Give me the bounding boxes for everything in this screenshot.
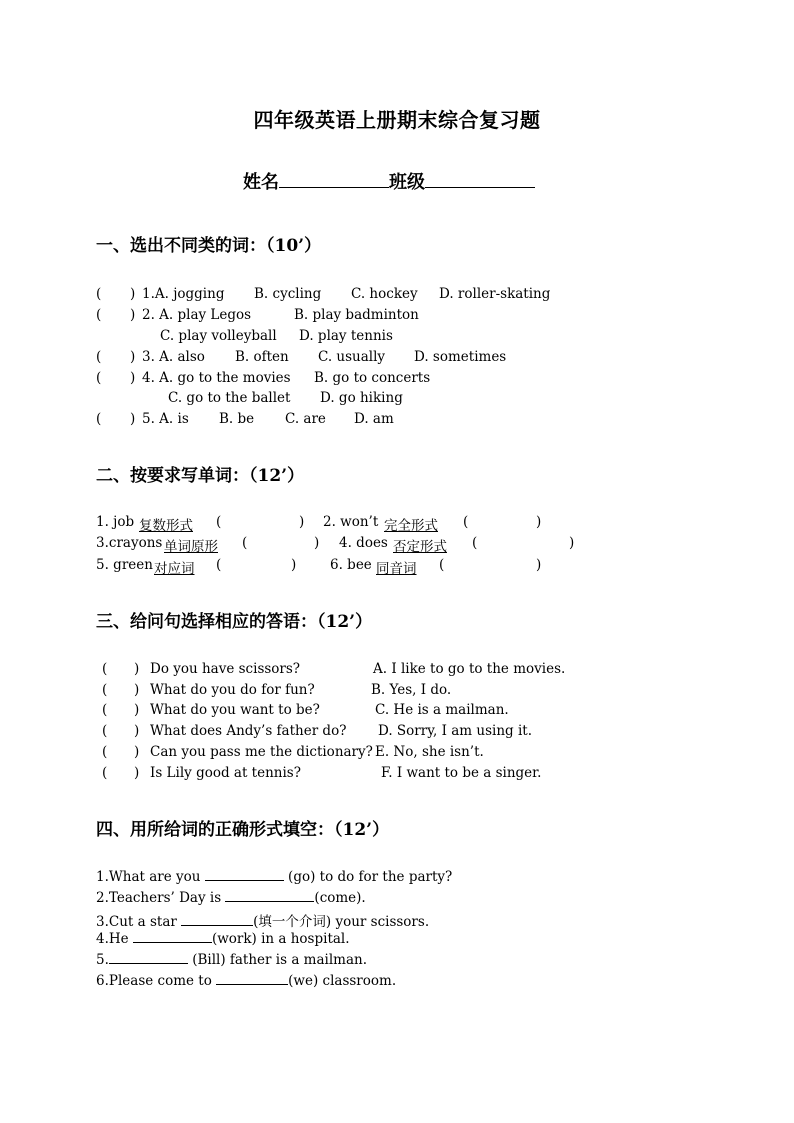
sentence-end: (come). xyxy=(314,890,366,906)
section-4-heading: 四、用所给词的正确形式填空：（12’） xyxy=(96,820,390,840)
option-b: B. often xyxy=(235,349,289,365)
answer-paren-close: ) xyxy=(299,514,305,530)
name-class-line xyxy=(243,168,535,194)
answer-option: C. He is a mailman. xyxy=(375,702,509,718)
question-text: What do you do for fun? xyxy=(150,682,315,698)
document-title: 四年级英语上册期末综合复习题 xyxy=(253,108,541,132)
fill-blank[interactable] xyxy=(181,925,253,926)
sentence-end: (Bill) father is a mailman. xyxy=(192,952,367,968)
answer-option: F. I want to be a singer. xyxy=(381,765,542,781)
answer-paren-close: ) xyxy=(134,744,140,760)
question-text: What do you want to be? xyxy=(150,702,320,718)
name-label: 姓名 xyxy=(243,172,279,193)
question-text: What does Andy’s father do? xyxy=(150,723,347,739)
answer-paren-open[interactable]: ( xyxy=(96,307,102,323)
sentence-start: 6.Please come to xyxy=(96,973,212,989)
answer-paren-open[interactable]: ( xyxy=(102,723,108,739)
section-2-heading: 二、按要求写单词：（12’） xyxy=(96,466,305,486)
given-word: 3.crayons xyxy=(96,535,163,551)
s4-line-4 xyxy=(96,931,350,947)
s4-line-5 xyxy=(96,952,367,968)
answer-paren-close: ) xyxy=(130,307,136,323)
option-b: B. be xyxy=(219,411,255,427)
requirement-label: 同音词 xyxy=(376,561,417,577)
answer-paren-open[interactable]: ( xyxy=(102,765,108,781)
given-word: 1. job xyxy=(96,514,135,530)
answer-paren-open[interactable]: ( xyxy=(102,744,108,760)
question-text: Can you pass me the dictionary? xyxy=(150,744,373,760)
sentence-end: (work) in a hospital. xyxy=(211,931,350,947)
question-text: Do you have scissors? xyxy=(150,661,301,677)
option-b: B. go to concerts xyxy=(314,370,431,386)
option-b: B. play badminton xyxy=(294,307,419,323)
sentence-start: 4.He xyxy=(96,931,129,947)
answer-paren-open[interactable]: ( xyxy=(96,370,102,386)
section-1-heading: 一、选出不同类的词：（10’） xyxy=(96,236,322,256)
answer-paren-close: ) xyxy=(536,514,542,530)
option-a: 5. A. is xyxy=(142,411,189,427)
answer-paren-open[interactable]: ( xyxy=(96,286,102,302)
option-c: C. hockey xyxy=(351,286,418,302)
answer-paren-close: ) xyxy=(130,370,136,386)
sentence-end: (go) to do for the party? xyxy=(288,869,453,885)
answer-paren-close: ) xyxy=(536,557,542,573)
answer-paren-close: ) xyxy=(130,349,136,365)
class-label: 班级 xyxy=(389,172,425,193)
fill-blank[interactable] xyxy=(225,901,314,902)
answer-paren-close: ) xyxy=(130,411,136,427)
sentence-start: 5. xyxy=(96,952,109,968)
answer-paren-close: ) xyxy=(134,723,140,739)
answer-paren-close: ) xyxy=(569,535,575,551)
option-a: 4. A. go to the movies xyxy=(142,370,291,386)
fill-blank[interactable] xyxy=(205,880,284,881)
answer-paren-close: ) xyxy=(134,702,140,718)
option-a: 1.A. jogging xyxy=(142,286,225,302)
sentence-start: 2.Teachers’ Day is xyxy=(96,890,222,906)
answer-paren-open[interactable]: ( xyxy=(472,535,478,551)
answer-paren-close: ) xyxy=(291,557,297,573)
answer-paren-open[interactable]: ( xyxy=(216,514,222,530)
answer-paren-close: ) xyxy=(130,286,136,302)
option-d: D. go hiking xyxy=(320,390,403,406)
answer-option: A. I like to go to the movies. xyxy=(373,661,566,677)
sentence-end: (填一个介词) your scissors. xyxy=(253,914,430,930)
answer-paren-open[interactable]: ( xyxy=(102,702,108,718)
answer-paren-open[interactable]: ( xyxy=(96,411,102,427)
s4-line-6 xyxy=(96,973,396,989)
requirement-label: 否定形式 xyxy=(393,539,447,555)
s4-line-2 xyxy=(96,890,366,906)
requirement-label: 单词原形 xyxy=(164,539,218,555)
option-d: D. sometimes xyxy=(414,349,507,365)
answer-option: E. No, she isn’t. xyxy=(375,744,484,760)
option-a: 3. A. also xyxy=(142,349,205,365)
fill-blank[interactable] xyxy=(216,984,288,985)
option-d: D. play tennis xyxy=(299,328,393,344)
given-word: 6. bee xyxy=(330,557,372,573)
option-c: C. usually xyxy=(318,349,386,365)
requirement-label: 对应词 xyxy=(154,561,195,577)
given-word: 4. does xyxy=(339,535,388,551)
fill-blank[interactable] xyxy=(109,963,188,964)
option-b: B. cycling xyxy=(254,286,322,302)
name-blank[interactable] xyxy=(279,187,389,188)
s4-line-1 xyxy=(96,869,452,885)
sentence-start: 1.What are you xyxy=(96,869,201,885)
answer-paren-open[interactable]: ( xyxy=(216,557,222,573)
answer-option: D. Sorry, I am using it. xyxy=(378,723,532,739)
class-blank[interactable] xyxy=(425,187,535,188)
answer-paren-close: ) xyxy=(134,661,140,677)
answer-paren-open[interactable]: ( xyxy=(463,514,469,530)
option-d: D. am xyxy=(354,411,394,427)
sentence-end: (we) classroom. xyxy=(288,973,397,989)
requirement-label: 完全形式 xyxy=(384,518,438,534)
option-a: 2. A. play Legos xyxy=(142,307,252,323)
s4-line-3 xyxy=(96,910,429,930)
answer-paren-open[interactable]: ( xyxy=(102,682,108,698)
answer-paren-open[interactable]: ( xyxy=(102,661,108,677)
sentence-start: 3.Cut a star xyxy=(96,914,177,930)
answer-paren-open[interactable]: ( xyxy=(242,535,248,551)
option-c: C. go to the ballet xyxy=(168,390,291,406)
answer-paren-close: ) xyxy=(134,765,140,781)
fill-blank[interactable] xyxy=(133,942,212,943)
answer-paren-close: ) xyxy=(314,535,320,551)
section-3-heading: 三、给问句选择相应的答语：（12’） xyxy=(96,612,373,632)
given-word: 2. won’t xyxy=(323,514,379,530)
requirement-label: 复数形式 xyxy=(139,518,193,534)
answer-paren-close: ) xyxy=(134,682,140,698)
answer-paren-open[interactable]: ( xyxy=(96,349,102,365)
given-word: 5. green xyxy=(96,557,153,573)
question-text: Is Lily good at tennis? xyxy=(150,765,301,781)
option-d: D. roller-skating xyxy=(439,286,551,302)
option-c: C. are xyxy=(285,411,326,427)
answer-option: B. Yes, I do. xyxy=(371,682,452,698)
option-c: C. play volleyball xyxy=(160,328,277,344)
answer-paren-open[interactable]: ( xyxy=(439,557,445,573)
